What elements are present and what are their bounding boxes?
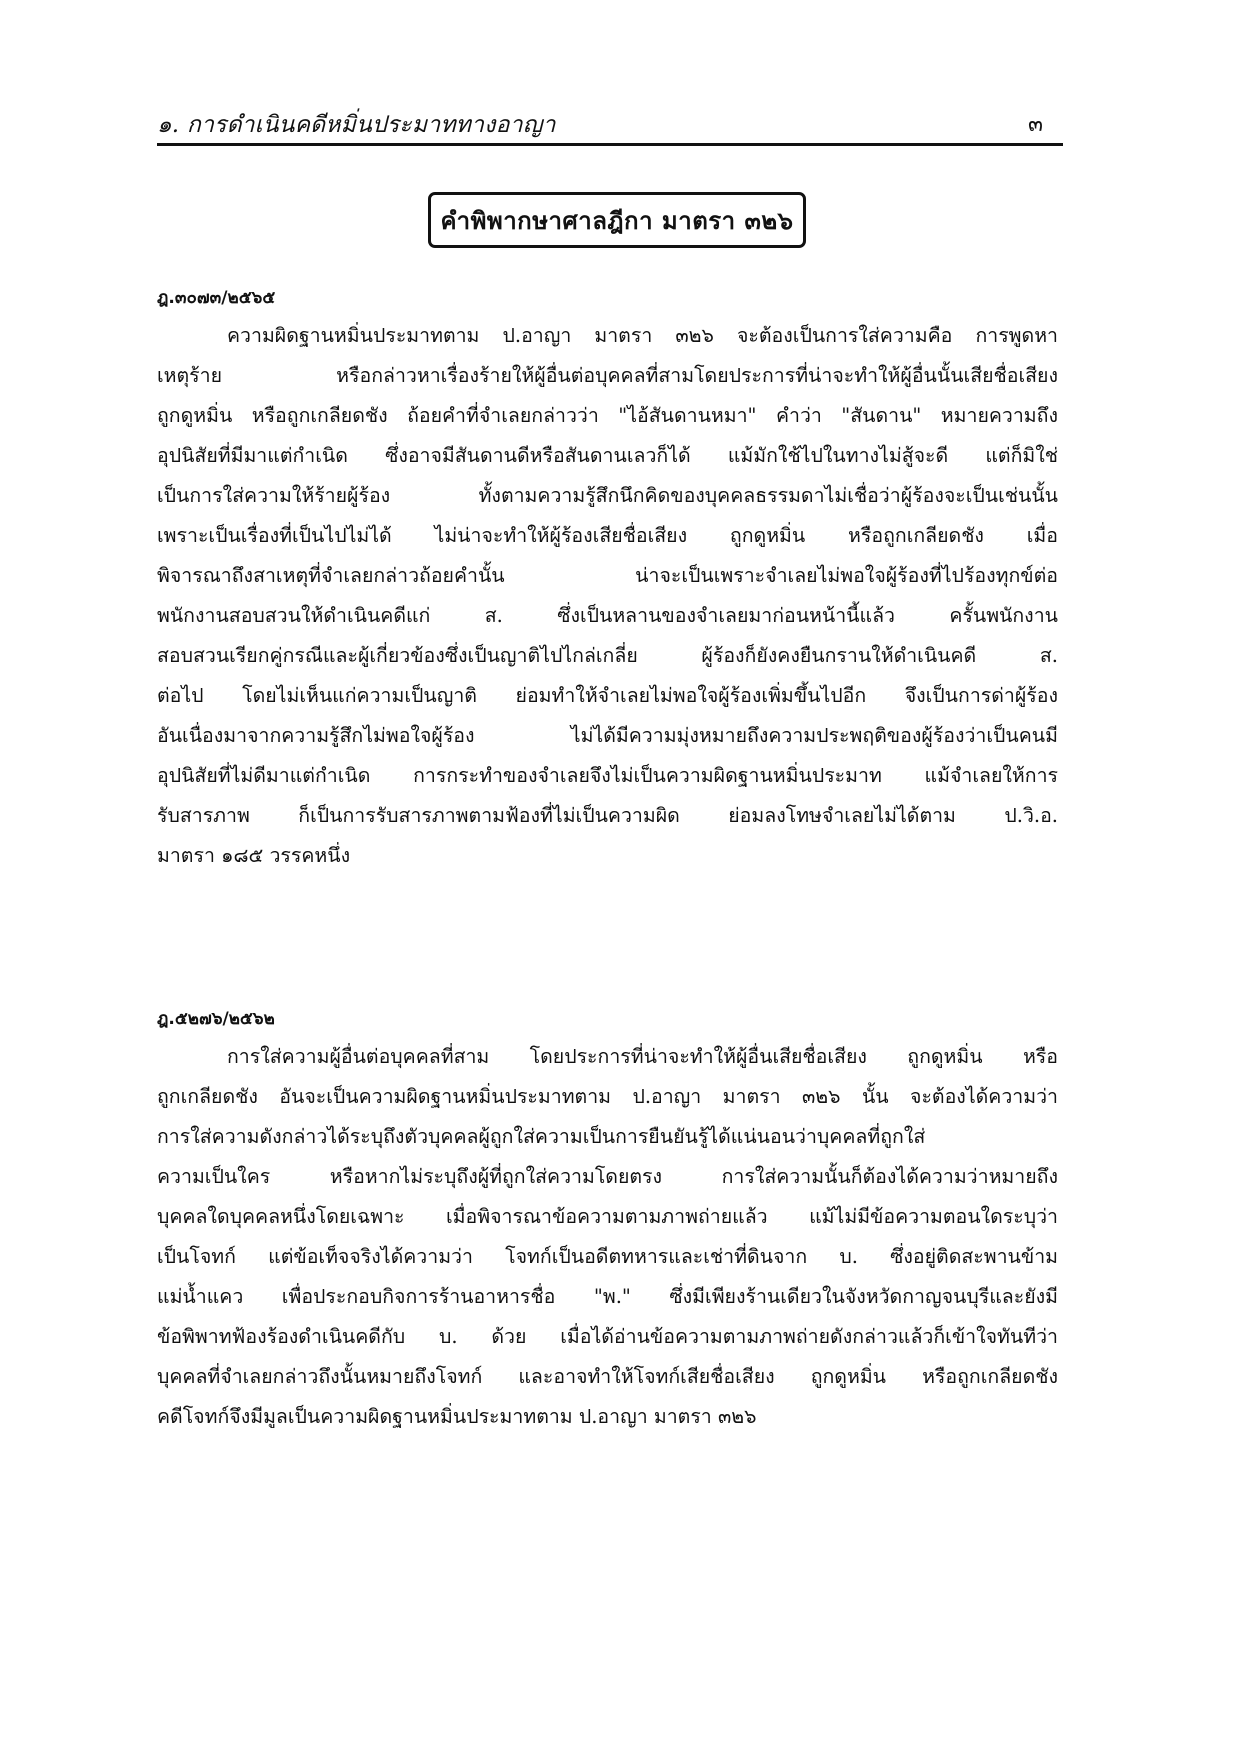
case-number: ฎ.๓๐๗๓/๒๕๖๕ <box>157 288 276 308</box>
text-line: บุคคลที่จำเลยกล่าวถึงนั้นหมายถึงโจทก์ และอาจทำให้โจทก์เสียชื่อเสียง ถูกดูหมิ่น หรือถูกเกลียดชัง <box>157 1365 1058 1388</box>
text-line: ความเป็นใคร หรือหากไม่ระบุถึงผู้ที่ถูกใส่ความโดยตรง การใส่ความนั้นก็ต้องได้ความว่าหมายถึง <box>157 1165 1058 1188</box>
text-line: รับสารภาพ ก็เป็นการรับสารภาพตามฟ้องที่ไม่เป็นความผิด ย่อมลงโทษจำเลยไม่ได้ตาม ป.วิ.อ. <box>157 804 1058 827</box>
text-line: เป็นการใส่ความให้ร้ายผู้ร้อง ทั้งตามความรู้สึกนึกคิดของบุคคลธรรมดาไม่เชื่อว่าผู้ร้องจะเป็นเช่นนั้น <box>157 484 1058 507</box>
text-line: คดีโจทก์จึงมีมูลเป็นความผิดฐานหมิ่นประมาทตาม ป.อาญา มาตรา ๓๒๖ <box>157 1405 757 1428</box>
running-header <box>157 108 1063 142</box>
case-summary <box>157 1037 1058 1437</box>
text-line: การใส่ความผู้อื่นต่อบุคคลที่สาม โดยประการที่น่าจะทำให้ผู้อื่นเสียชื่อเสียง ถูกดูหมิ่น หรือ <box>227 1045 1058 1068</box>
text-line: เพราะเป็นเรื่องที่เป็นไปไม่ได้ ไม่น่าจะทำให้ผู้ร้องเสียชื่อเสียง ถูกดูหมิ่น หรือถูกเกลียดชัง เมื่อ <box>157 524 1058 547</box>
text-line: อุปนิสัยที่ไม่ดีมาแต่กำเนิด การกระทำของจำเลยจึงไม่เป็นความผิดฐานหมิ่นประมาท แม้จำเลยให้การ <box>157 764 1058 787</box>
text-line: มาตรา ๑๘๕ วรรคหนึ่ง <box>157 844 351 867</box>
text-line: แม่น้ำแคว เพื่อประกอบกิจการร้านอาหารชื่อ "พ." ซึ่งมีเพียงร้านเดียวในจังหวัดกาญจนบุรีและยังมี <box>157 1285 1058 1308</box>
text-line: ต่อไป โดยไม่เห็นแก่ความเป็นญาติ ย่อมทำให้จำเลยไม่พอใจผู้ร้องเพิ่มขึ้นไปอีก จึงเป็นการด่าผู้ร้อง <box>157 684 1058 707</box>
text-line: พิจารณาถึงสาเหตุที่จำเลยกล่าวถ้อยคำนั้น น่าจะเป็นเพราะจำเลยไม่พอใจผู้ร้องที่ไปร้องทุกข์ต่อ <box>157 564 1058 587</box>
page-number: ๓ <box>1027 112 1043 137</box>
text-line: บุคคลใดบุคคลหนึ่งโดยเฉพาะ เมื่อพิจารณาข้อความตามภาพถ่ายแล้ว แม้ไม่มีข้อความตอนใดระบุว่า <box>157 1205 1058 1228</box>
case-number: ฎ.๕๒๗๖/๒๕๖๒ <box>157 1009 275 1029</box>
text-line: ความผิดฐานหมิ่นประมาทตาม ป.อาญา มาตรา ๓๒๖ จะต้องเป็นการใส่ความคือ การพูดหา <box>227 324 1058 347</box>
text-line: อุปนิสัยที่มีมาแต่กำเนิด ซึ่งอาจมีสันดานดีหรือสันดานเลวก็ได้ แม้มักใช้ไปในทางไม่สู้จะดี แต่ก็มิใช่ <box>157 444 1058 467</box>
header-rule <box>157 143 1063 146</box>
text-line: เป็นโจทก์ แต่ข้อเท็จจริงได้ความว่า โจทก์เป็นอดีตทหารและเช่าที่ดินจาก บ. ซึ่งอยู่ติดสะพานข้าม <box>157 1245 1058 1268</box>
text-line: อันเนื่องมาจากความรู้สึกไม่พอใจผู้ร้อง ไม่ได้มีความมุ่งหมายถึงความประพฤติของผู้ร้องว่าเป็นคนมี <box>157 724 1058 747</box>
text-line: ถูกดูหมิ่น หรือถูกเกลียดชัง ถ้อยคำที่จำเลยกล่าวว่า "ไอ้สันดานหมา" คำว่า "สันดาน" หมายความถึง <box>157 404 1058 427</box>
text-line: พนักงานสอบสวนให้ดำเนินคดีแก่ ส. ซึ่งเป็นหลานของจำเลยมาก่อนหน้านี้แล้ว ครั้นพนักงาน <box>157 604 1058 627</box>
section-title-box <box>428 192 806 248</box>
running-title: ๑. การดำเนินคดีหมิ่นประมาททางอาญา <box>157 112 556 138</box>
case-entry <box>157 1007 1058 1437</box>
case-entry <box>157 286 1058 876</box>
section-title: คำพิพากษาศาลฎีกา มาตรา ๓๒๖ <box>440 206 794 235</box>
text-line: เหตุร้าย หรือกล่าวหาเรื่องร้ายให้ผู้อื่นต่อบุคคลที่สามโดยประการที่น่าจะทำให้ผู้อื่นนั้นเสียชื่อเสียง <box>157 364 1058 387</box>
text-line: ข้อพิพาทฟ้องร้องดำเนินคดีกับ บ. ด้วย เมื่อได้อ่านข้อความตามภาพถ่ายดังกล่าวแล้วก็เข้าใจทันทีว่า <box>157 1325 1058 1348</box>
text-line: ถูกเกลียดชัง อันจะเป็นความผิดฐานหมิ่นประมาทตาม ป.อาญา มาตรา ๓๒๖ นั้น จะต้องได้ความว่า <box>157 1085 1058 1108</box>
case-summary <box>157 316 1058 876</box>
text-line: การใส่ความดังกล่าวได้ระบุถึงตัวบุคคลผู้ถูกใส่ความเป็นการยืนยันรู้ได้แน่นอนว่าบุคคลที่ถูกใส่ <box>157 1125 926 1148</box>
text-line: สอบสวนเรียกคู่กรณีและผู้เกี่ยวข้องซึ่งเป็นญาติไปไกล่เกลี่ย ผู้ร้องก็ยังคงยืนกรานให้ดำเนินคดี ส. <box>157 644 1058 667</box>
